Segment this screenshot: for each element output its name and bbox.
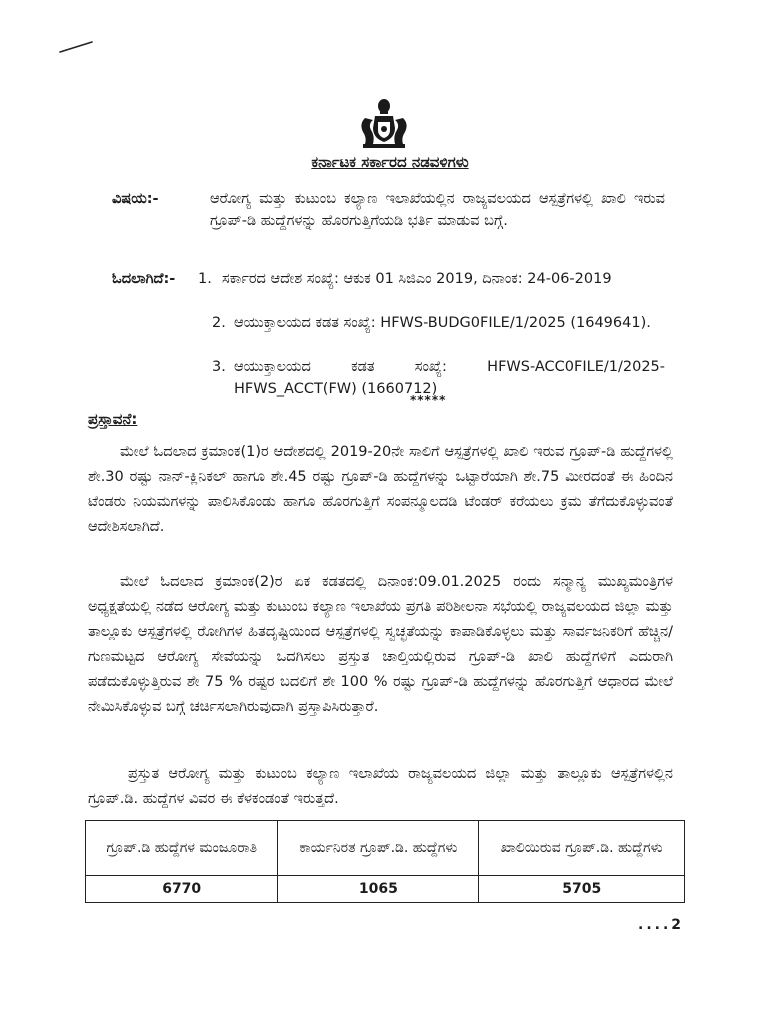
reference-text-2: ಆಯುಕ್ತಾಲಯದ ಕಡತ ಸಂಖ್ಯೆ: HFWS-BUDG0FILE/1/2025 (1649641). xyxy=(234,315,651,331)
subject-label: ವಿಷಯ:- xyxy=(112,191,159,207)
government-proceedings-title: ಕರ್ನಾಟಕ ಸರ್ಕಾರದ ನಡವಳಿಗಳು xyxy=(311,153,469,171)
references-label: ಓದಲಾಗಿದೆ:- xyxy=(112,271,176,287)
karnataka-emblem-icon xyxy=(355,98,413,150)
page-number: ....2 xyxy=(638,917,685,933)
preamble-paragraph-1: ಮೇಲೆ ಓದಲಾದ ಕ್ರಮಾಂಕ(1)ರ ಆದೇಶದಲ್ಲಿ 2019-20ನೇ ಸಾಲಿಗೆ ಆಸ್ಪತ್ರೆಗಳಲ್ಲಿ ಖಾಲಿ ಇರುವ ಗ್ರೂಪ್-ಡಿ ಹುದ್ದೆಗಳಲ್ಲಿ ಶೇ.30 ರಷ್ಟು ನಾನ್-ಕ್ಲಿನಿಕಲ್ ಹಾಗೂ ಶೇ.45 ರಷ್ಟು ಗ್ರೂಪ್-ಡಿ ಹುದ್ದೆಗಳನ್ನು ಒಟ್ಟಾರೆಯಾಗಿ ಶೇ.75 ಮೀರದಂತೆ ಈ ಹಿಂದಿನ ಟೆಂಡರು ನಿಯಮಗಳನ್ನು ಪಾಲಿಸಿಕೊಂಡು ಹಾಗೂ ಹೊರಗುತ್ತಿಗೆ ಸಂಪನ್ಮೂಲದಡಿ ಟೆಂಡರ್ ಕರೆಯಲು ಕ್ರಮ ತೆಗೆದುಕೊಳ್ಳುವಂತೆ ಆದೇಶಿಸಲಾಗಿದೆ. xyxy=(88,444,673,535)
header-sanctioned-posts: ಗ್ರೂಪ್.ಡಿ ಹುದ್ದೆಗಳ ಮಂಜೂರಾತಿ xyxy=(86,821,278,876)
working-posts-value: 1065 xyxy=(278,876,479,903)
table-row xyxy=(86,876,685,903)
header-working-posts: ಕಾರ್ಯನಿರತ ಗ್ರೂಪ್.ಡಿ. ಹುದ್ದೆಗಳು xyxy=(278,821,479,876)
reference-text-1: ಸರ್ಕಾರದ ಆದೇಶ ಸಂಖ್ಯೆ: ಆಕುಕ 01 ಸಿಜಿಎಂ 2019, ದಿನಾಂಕ: 24-06-2019 xyxy=(222,271,612,287)
preamble-paragraph-2: ಮೇಲೆ ಓದಲಾದ ಕ್ರಮಾಂಕ(2)ರ ಏಕ ಕಡತದಲ್ಲಿ ದಿನಾಂಕ:09.01.2025 ರಂದು ಸನ್ಮಾನ್ಯ ಮುಖ್ಯಮಂತ್ರಿಗಳ ಅಧ್ಯಕ್ಷತೆಯಲ್ಲಿ ನಡೆದ ಆರೋಗ್ಯ ಮತ್ತು ಕುಟುಂಬ ಕಲ್ಯಾಣ ಇಲಾಖೆಯ ಪ್ರಗತಿ ಪರಿಶೀಲನಾ ಸಭೆಯಲ್ಲಿ ರಾಜ್ಯವಲಯದ ಜಿಲ್ಲಾ ಮತ್ತು ತಾಲ್ಲೂಕು ಆಸ್ಪತ್ರೆಗಳಲ್ಲಿ ರೋಗಿಗಳ ಹಿತದೃಷ್ಟಿಯಿಂದ ಆಸ್ಪತ್ರೆಗಳಲ್ಲಿ ಸ್ವಚ್ಛತೆಯನ್ನು ಕಾಪಾಡಿಕೊಳ್ಳಲು ಮತ್ತು ಸಾರ್ವಜನಿಕರಿಗೆ ಹೆಚ್ಚಿನ/ಗುಣಮಟ್ಟದ ಆರೋಗ್ಯ ಸೇವೆಯನ್ನು ಒದಗಿಸಲು ಪ್ರಸ್ತುತ ಚಾಲ್ತಿಯಲ್ಲಿರುವ ಗ್ರೂಪ್-ಡಿ ಖಾಲಿ ಹುದ್ದೆಗಳಿಗೆ ಎದುರಾಗಿ ಪಡೆದುಕೊಳ್ಳುತ್ತಿರುವ ಶೇ 75 % ರಷ್ಟರ ಬದಲಿಗೆ ಶೇ 100 % ರಷ್ಟು ಗ್ರೂಪ್-ಡಿ ಹುದ್ದೆಗಳನ್ನು ಹೊರಗುತ್ತಿಗೆ ಆಧಾರದ ಮೇಲೆ ನೇಮಿಸಿಕೊಳ್ಳುವ ಬಗ್ಗೆ ಚರ್ಚಿಸಲಾಗಿರುವುದಾಗಿ ಪ್ರಸ್ತಾಪಿಸಿರುತ್ತಾರೆ. xyxy=(88,574,673,715)
header-vacant-posts: ಖಾಲಿಯಿರುವ ಗ್ರೂಪ್.ಡಿ. ಹುದ್ದೆಗಳು xyxy=(479,821,685,876)
sanctioned-posts-value: 6770 xyxy=(86,876,278,903)
table-header-row xyxy=(86,821,685,876)
preamble-heading: ಪ್ರಸ್ತಾವನೆ: xyxy=(88,410,138,428)
vacant-posts-value: 5705 xyxy=(479,876,685,903)
group-d-posts-table xyxy=(85,820,685,903)
pen-stroke-mark xyxy=(58,40,94,54)
separator-stars: ***** xyxy=(410,393,447,407)
reference-number-2: 2. xyxy=(212,315,226,331)
subject-text: ಆರೋಗ್ಯ ಮತ್ತು ಕುಟುಂಬ ಕಲ್ಯಾಣ ಇಲಾಖೆಯಲ್ಲಿನ ರಾಜ್ಯವಲಯದ ಆಸ್ಪತ್ರೆಗಳಲ್ಲಿ ಖಾಲಿ ಇರುವ ಗ್ರೂಪ್-ಡಿ ಹುದ್ದೆಗಳನ್ನು ಹೊರಗುತ್ತಿಗೆಯಡಿ ಭರ್ತಿ ಮಾಡುವ ಬಗ್ಗೆ. xyxy=(210,191,665,229)
reference-number-3: 3. xyxy=(212,359,226,375)
preamble-paragraph-3: ಪ್ರಸ್ತುತ ಆರೋಗ್ಯ ಮತ್ತು ಕುಟುಂಬ ಕಲ್ಯಾಣ ಇಲಾಖೆಯ ರಾಜ್ಯವಲಯದ ಜಿಲ್ಲಾ ಮತ್ತು ತಾಲ್ಲೂಕು ಆಸ್ಪತ್ರೆಗಳಲ್ಲಿನ ಗ್ರೂಪ್.ಡಿ. ಹುದ್ದೆಗಳ ವಿವರ ಈ ಕೆಳಕಂಡಂತೆ ಇರುತ್ತದೆ. xyxy=(88,766,673,807)
reference-text-3: ಆಯುಕ್ತಾಲಯದ ಕಡತ ಸಂಖ್ಯೆ: HFWS-ACC0FILE/1/2025-HFWS_ACCT(FW) (1660712) xyxy=(234,359,665,397)
reference-number-1: 1. xyxy=(198,271,212,287)
